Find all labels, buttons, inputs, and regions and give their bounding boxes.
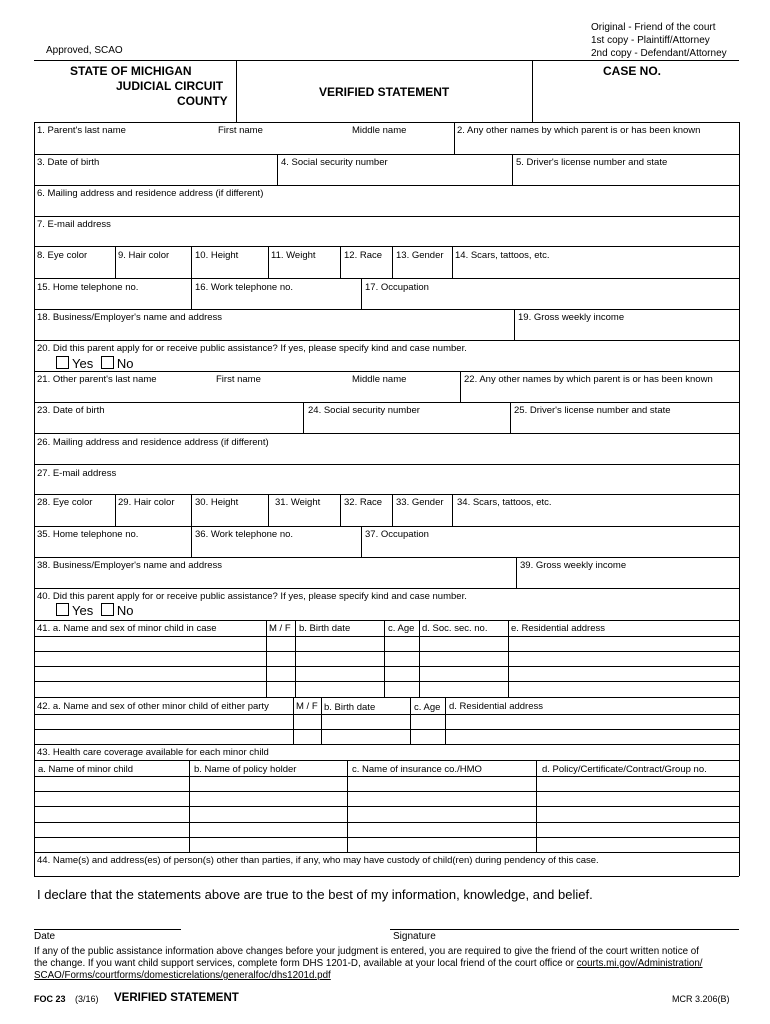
- notice-link-part2[interactable]: SCAO/Forms/courtforms/domesticrelations/generalfoc/dhs1201d.pdf: [34, 970, 331, 981]
- p1-mailing-field[interactable]: 6. Mailing address and residence address (if different): [37, 188, 264, 199]
- custody-field[interactable]: 44. Name(s) and address(es) of person(s) other than parties, if any, who may have custody of child(ren) during pendency of this case.: [37, 855, 599, 866]
- children-ssn-header: d. Soc. sec. no.: [422, 623, 488, 634]
- p1-height-field[interactable]: 10. Height: [195, 250, 239, 261]
- rule: [34, 651, 739, 652]
- rule: [34, 464, 739, 465]
- rule: [34, 185, 739, 186]
- rule: [419, 620, 420, 697]
- p1-race-field[interactable]: 12. Race: [344, 250, 383, 261]
- rule: [115, 246, 116, 278]
- rule: [516, 557, 517, 588]
- copy-second: 2nd copy - Defendant/Attorney: [591, 48, 727, 59]
- notice-line-2: [34, 958, 703, 969]
- health-insurer-header: c. Name of insurance co./HMO: [352, 764, 482, 775]
- p2-weight-field[interactable]: 31. Weight: [275, 497, 321, 508]
- right-border: [739, 122, 740, 876]
- p1-assistance-label: 20. Did this parent apply for or receive public assistance? If yes, please specify kind and case number.: [37, 343, 467, 354]
- rule: [512, 154, 513, 185]
- rule: [34, 876, 739, 877]
- other-children-mf-header: M / F: [296, 701, 318, 712]
- p2-no-label: No: [116, 603, 134, 618]
- p1-dob-field[interactable]: 3. Date of birth: [37, 157, 100, 168]
- p2-dob-field[interactable]: 23. Date of birth: [37, 405, 105, 416]
- p1-dl-field[interactable]: 5. Driver's license number and state: [516, 157, 668, 168]
- health-child-header: a. Name of minor child: [38, 764, 134, 775]
- p2-eye-field[interactable]: 28. Eye color: [37, 497, 93, 508]
- rule: [34, 588, 739, 589]
- rule: [34, 760, 739, 761]
- rule: [34, 666, 739, 667]
- children-addr-header: e. Residential address: [511, 623, 605, 634]
- rule: [34, 371, 739, 372]
- p1-occupation-field[interactable]: 17. Occupation: [365, 282, 429, 293]
- rule: [34, 526, 739, 527]
- p2-yes-label: Yes: [72, 603, 94, 618]
- rule: [268, 246, 269, 278]
- case-no-label: CASE NO.: [603, 64, 662, 78]
- rule: [303, 402, 304, 433]
- p1-no-checkbox[interactable]: [101, 356, 114, 369]
- p2-occupation-field[interactable]: 37. Occupation: [365, 529, 429, 540]
- rule: [384, 620, 385, 697]
- rule: [115, 494, 116, 526]
- rule: [508, 620, 509, 697]
- p2-middle-name-label: Middle name: [352, 374, 407, 385]
- header-bottom-rule: [34, 122, 739, 123]
- rule: [34, 154, 739, 155]
- p2-no-checkbox[interactable]: [101, 603, 114, 616]
- notice-text-2: the change. If you want child support services, complete form DHS 1201-D, available at your local friend of the court office or: [34, 958, 575, 969]
- rule: [361, 526, 362, 557]
- rule: [34, 636, 739, 637]
- p1-ssn-field[interactable]: 4. Social security number: [281, 157, 388, 168]
- p2-height-field[interactable]: 30. Height: [195, 497, 239, 508]
- p1-hair-field[interactable]: 9. Hair color: [118, 250, 170, 261]
- p1-email-field[interactable]: 7. E-mail address: [37, 219, 111, 230]
- rule: [34, 822, 739, 823]
- rule: [34, 791, 739, 792]
- header-divider-2: [532, 60, 533, 122]
- p2-first-name-label: First name: [216, 374, 261, 385]
- p2-other-names-field[interactable]: 22. Any other names by which parent is or has been known: [464, 374, 713, 385]
- rule: [452, 246, 453, 278]
- other-children-name-header: 42. a. Name and sex of other minor child of either party: [37, 701, 269, 712]
- rule: [536, 760, 537, 852]
- health-title: 43. Health care coverage available for each minor child: [37, 747, 269, 758]
- p1-last-name-field[interactable]: 1. Parent's last name: [37, 125, 126, 136]
- signature-label: Signature: [393, 931, 436, 942]
- p1-assistance-yesno: [50, 356, 133, 371]
- rule: [34, 278, 739, 279]
- health-policy-header: d. Policy/Certificate/Contract/Group no.: [542, 764, 707, 775]
- copy-original: Original - Friend of the court: [591, 22, 716, 33]
- rule: [34, 402, 739, 403]
- notice-link-part1[interactable]: courts.mi.gov/Administration/: [576, 958, 703, 969]
- rule: [191, 494, 192, 526]
- p1-employer-field[interactable]: 18. Business/Employer's name and address: [37, 312, 223, 323]
- footer-revision: (3/16): [75, 994, 99, 1004]
- footer-title: VERIFIED STATEMENT: [114, 992, 239, 1004]
- notice-line-1: If any of the public assistance information above changes before your judgment is entered, you are required to give the friend of the court written notice of: [34, 946, 699, 957]
- p2-email-field[interactable]: 27. E-mail address: [37, 468, 117, 479]
- p2-scars-field[interactable]: 34. Scars, tattoos, etc.: [457, 497, 552, 508]
- rule: [445, 697, 446, 744]
- p2-last-name-field[interactable]: 21. Other parent's last name: [37, 374, 157, 385]
- rule: [321, 697, 322, 744]
- rule: [277, 154, 278, 185]
- p1-home-tel-field[interactable]: 15. Home telephone no.: [37, 282, 139, 293]
- rule: [191, 278, 192, 309]
- p2-mailing-field[interactable]: 26. Mailing address and residence address (if different): [37, 437, 269, 448]
- p1-middle-name-label: Middle name: [352, 125, 407, 136]
- date-line[interactable]: [34, 929, 181, 930]
- rule: [340, 494, 341, 526]
- footer-mcr: MCR 3.206(B): [672, 994, 730, 1004]
- p2-home-tel-field[interactable]: 35. Home telephone no.: [37, 529, 139, 540]
- p1-weight-field[interactable]: 11. Weight: [271, 250, 316, 261]
- declaration-text: I declare that the statements above are true to the best of my information, knowledge, and belief.: [37, 887, 593, 902]
- p1-first-name-label: First name: [218, 125, 263, 136]
- header-divider-1: [236, 60, 237, 122]
- p1-income-field[interactable]: 19. Gross weekly income: [518, 312, 625, 323]
- date-label: Date: [34, 931, 56, 942]
- p1-yes-label: Yes: [72, 356, 94, 371]
- p2-income-field[interactable]: 39. Gross weekly income: [520, 560, 627, 571]
- county-label: COUNTY: [177, 94, 228, 108]
- p2-yes-checkbox[interactable]: [56, 603, 69, 616]
- p1-work-tel-field[interactable]: 16. Work telephone no.: [195, 282, 294, 293]
- rule: [266, 620, 267, 697]
- rule: [34, 681, 739, 682]
- rule: [34, 729, 739, 730]
- rule: [347, 760, 348, 852]
- rule: [392, 246, 393, 278]
- rule: [34, 837, 739, 838]
- state-label: STATE OF MICHIGAN: [70, 64, 192, 78]
- p1-eye-field[interactable]: 8. Eye color: [37, 250, 88, 261]
- p1-no-label: No: [116, 356, 134, 371]
- children-name-header: 41. a. Name and sex of minor child in case: [37, 623, 217, 634]
- p1-yes-checkbox[interactable]: [56, 356, 69, 369]
- form-title: VERIFIED STATEMENT: [319, 85, 450, 99]
- rule: [510, 402, 511, 433]
- signature-line[interactable]: [390, 929, 739, 930]
- approved-label: Approved, SCAO: [46, 45, 123, 56]
- other-children-age-header: c. Age: [414, 702, 441, 713]
- rule: [34, 246, 739, 247]
- footer-form-number: FOC 23: [34, 994, 66, 1004]
- header-top-rule: [34, 60, 739, 61]
- rule: [361, 278, 362, 309]
- other-children-birth-header: b. Birth date: [324, 702, 376, 713]
- rule: [34, 620, 739, 621]
- rule: [454, 122, 455, 154]
- rule: [460, 371, 461, 402]
- rule: [392, 494, 393, 526]
- p1-scars-field[interactable]: 14. Scars, tattoos, etc.: [455, 250, 550, 261]
- children-age-header: c. Age: [388, 623, 415, 634]
- left-border: [34, 122, 35, 876]
- health-holder-header: b. Name of policy holder: [194, 764, 297, 775]
- p2-employer-field[interactable]: 38. Business/Employer's name and address: [37, 560, 223, 571]
- p2-ssn-field[interactable]: 24. Social security number: [308, 405, 420, 416]
- children-mf-header: M / F: [269, 623, 291, 634]
- rule: [34, 340, 739, 341]
- rule: [191, 246, 192, 278]
- other-children-addr-header: d. Residential address: [449, 701, 543, 712]
- rule: [295, 620, 296, 697]
- rule: [293, 697, 294, 744]
- p2-work-tel-field[interactable]: 36. Work telephone no.: [195, 529, 294, 540]
- rule: [34, 309, 739, 310]
- rule: [34, 216, 739, 217]
- children-birth-header: b. Birth date: [299, 623, 351, 634]
- p1-other-names-field[interactable]: 2. Any other names by which parent is or has been known: [457, 125, 701, 136]
- p2-dl-field[interactable]: 25. Driver's license number and state: [514, 405, 671, 416]
- rule: [34, 852, 739, 853]
- p2-race-field[interactable]: 32. Race: [344, 497, 383, 508]
- rule: [34, 557, 739, 558]
- rule: [34, 806, 739, 807]
- rule: [34, 744, 739, 745]
- rule: [34, 433, 739, 434]
- rule: [34, 714, 739, 715]
- rule: [410, 697, 411, 744]
- rule: [191, 526, 192, 557]
- p2-assistance-yesno: [50, 603, 133, 618]
- rule: [34, 776, 739, 777]
- rule: [268, 494, 269, 526]
- rule: [189, 760, 190, 852]
- rule: [34, 494, 739, 495]
- rule: [34, 697, 739, 698]
- p1-gender-field[interactable]: 13. Gender: [396, 250, 444, 261]
- p2-gender-field[interactable]: 33. Gender: [396, 497, 444, 508]
- rule: [514, 309, 515, 340]
- p2-hair-field[interactable]: 29. Hair color: [118, 497, 175, 508]
- rule: [452, 494, 453, 526]
- p2-assistance-label: 40. Did this parent apply for or receive public assistance? If yes, please specify kind and case number.: [37, 591, 467, 602]
- copy-first: 1st copy - Plaintiff/Attorney: [591, 35, 710, 46]
- rule: [340, 246, 341, 278]
- circuit-label: JUDICIAL CIRCUIT: [116, 79, 224, 93]
